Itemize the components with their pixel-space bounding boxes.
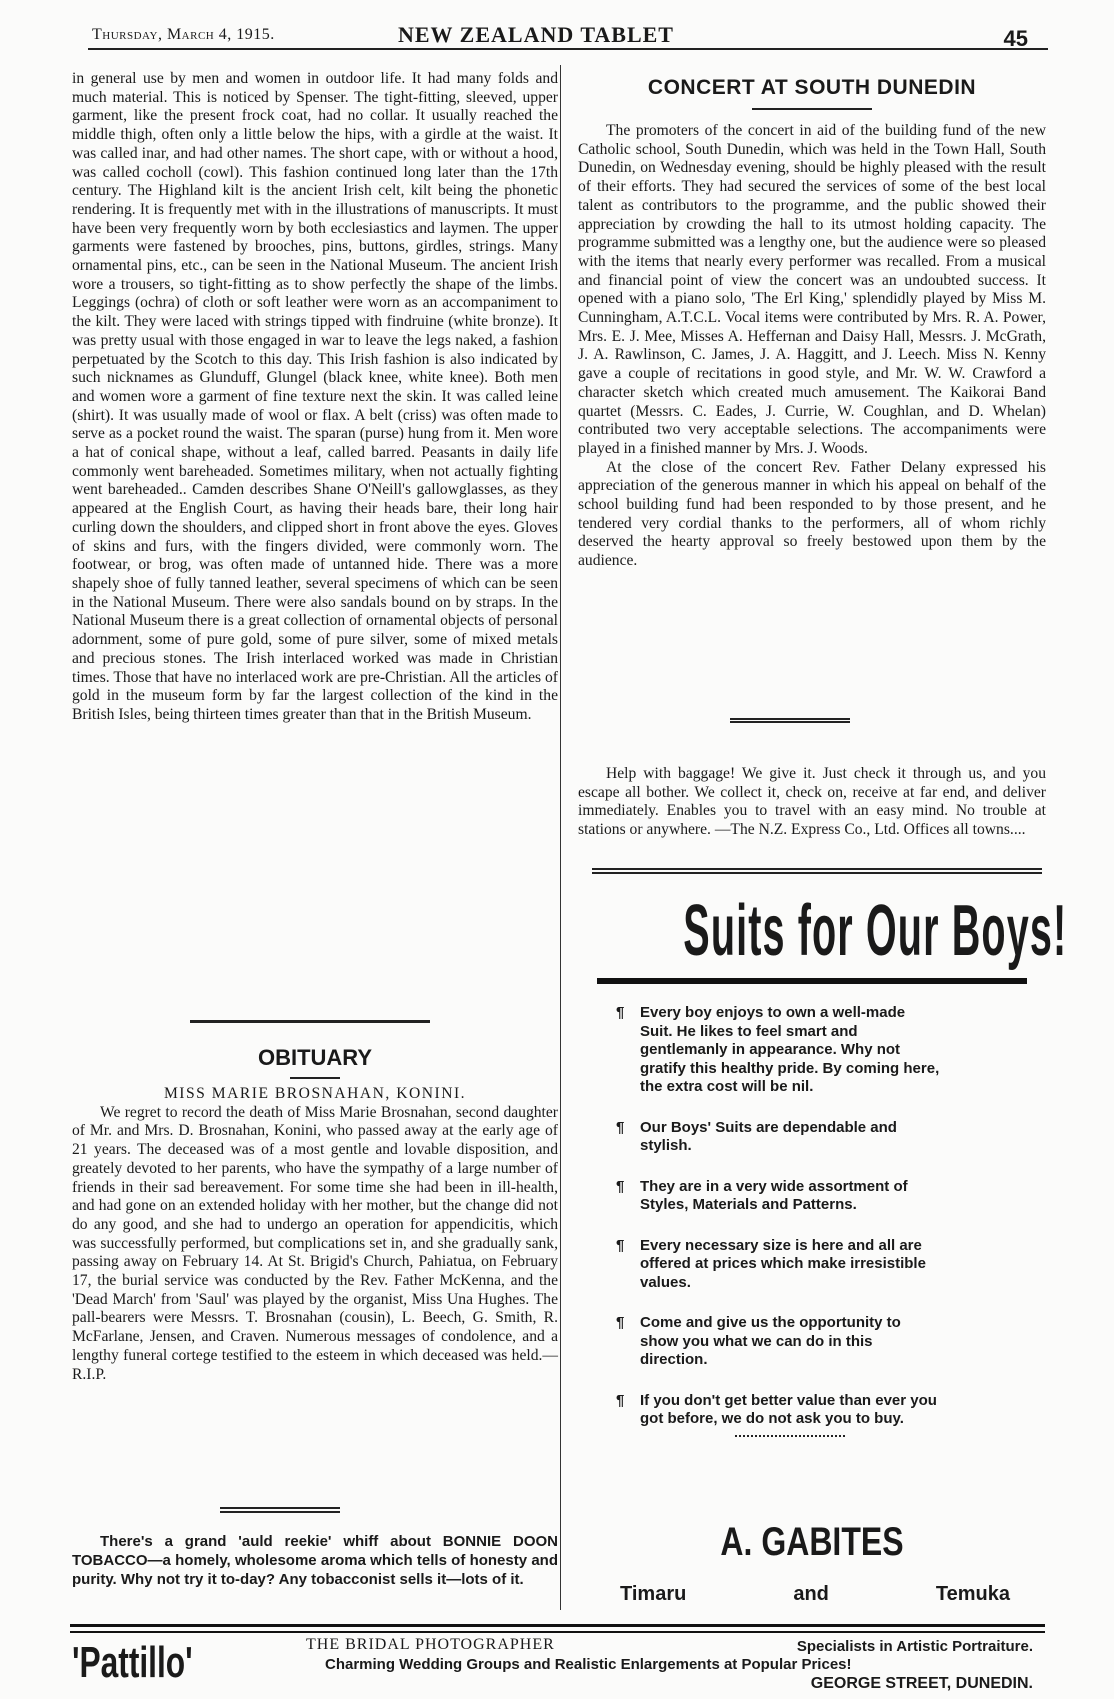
pilcrow-icon: ¶ [616,1236,625,1254]
ad-bullet: ¶ Our Boys' Suits are dependable and stylish. [616,1118,897,1154]
ad-bullet: ¶ Every necessary size is here and all are offered at prices which make irresistible values. [616,1236,926,1291]
concert-para-1: The promoters of the concert in aid of the building fund of the new Catholic school, South Dunedin, which was held in the Town Hall, South Dunedin, on Wednesday evening, should be highly pleased with the result of their efforts. They had secured the services of some of the best local talent as contributors to the programme, and the public showed their appreciation by crowding the hall to its utmost holding capacity. The programme submitted was a lengthy one, but the audience were so pleased with the items that nearly every performer was recalled. From a musical and financial point of view the concert was an undoubted success. It opened with a piano solo, 'The Erl King,' splendidly played by Miss M. Cunningham, A.T.C.L. Vocal items were contributed by Mrs. R. A. Power, Mrs. E. J. Mee, Misses A. Heffernan and Daisy Hall, Messrs. J. McGrath, J. A. Rawlinson, C. James, J. A. Haggitt, and J. Leech. Miss N. Kenny gave a couple of recitations in good style, and Mr. W. W. Crawford a character sketch which created much amusement. The Kaikorai Band quartet (Messrs. C. Eades, J. Currie, W. Coughlan, and D. Whelan) contributed two very acceptable selections. The accompaniments were played in a finished manner by Mrs. J. Woods. [578,122,1046,457]
suits-ad [578,890,1068,1451]
merchant-towns [620,1583,1010,1606]
publication-title: NEW ZEALAND TABLET [398,22,674,47]
concert-article [578,76,1046,571]
concert-heading: CONCERT AT SOUTH DUNEDIN [647,76,977,99]
pilcrow-icon: ¶ [616,1177,625,1195]
page-header [88,22,1048,50]
pattillo-address: GEORGE STREET, DUNEDIN. [810,1675,1033,1692]
page-number: 45 [1003,26,1028,51]
pilcrow-icon: ¶ [616,1391,625,1409]
tobacco-ad [72,1532,558,1589]
headline-rule [597,978,1027,984]
obituary-heading: OBITUARY [257,1045,373,1070]
ad-bullet: ¶ If you don't get better value than ever you got before, we do not ask you to buy. [616,1391,937,1427]
express-ad [578,765,1046,840]
tobacco-ad-text: There's a grand 'auld reekie' whiff about BONNIE DOON TOBACCO—a homely, wholesome aroma which tells of honesty and purity. Why not try it to-day? Any tobacconist sells it—lots of it. [72,1533,558,1588]
pattillo-line2: Charming Wedding Groups and Realistic Enlargements at Popular Prices! [325,1656,852,1673]
obituary [72,1045,558,1384]
pattillo-brand: 'Pattillo' [72,1638,193,1687]
pattillo-ad [70,1636,1045,1696]
heading-rule [290,1077,340,1079]
dress-article [72,70,558,725]
merchant-name: A. GABITES [720,1520,904,1564]
ad-bullet: ¶ Every boy enjoys to own a well-made Suit. He likes to feel smart and gentlemanly in appearance. Why not gratify this healthy pride. By coming here, the extra cost will be nil. [616,1004,940,1095]
express-ad-text: Help with baggage! We give it. Just check it through us, and you escape all bother. We collect it, check on, receive at far end, and deliver immediately. Enables you to travel with an easy mind. No trouble at stations or anywhere. —The N.Z. Express Co., Ltd. Offices all towns.... [578,765,1046,839]
divider [220,1507,340,1516]
pilcrow-icon: ¶ [616,1118,625,1136]
ad-bullet: ¶ Come and give us the opportunity to show you what we can do in this direction. [616,1314,901,1368]
pilcrow-icon: ¶ [616,1314,625,1331]
divider [190,1020,430,1023]
footer-rule [70,1624,1045,1633]
divider [592,868,1042,877]
obituary-body: We regret to record the death of Miss Marie Brosnahan, second daughter of Mr. and Mrs. D. Brosnahan, Konini, who passed away at the early age of 21 years. The deceased was of a most gentle and lovable disposition, and greately devoted to her parents, who have the sympathy of a large number of friends in their sad bereavement. For some time she had been in ill-health, and had gone on an extended holiday with her mother, but the change did not do any good, and she had to undergo an operation for appendicitis, which was successfully performed, but complications set in, and she gradually sank, passing away on February 14. At St. Brigid's Church, Pahiatua, on February 17, the burial service was conducted by the Rev. Father McKenna, and the 'Dead March' from 'Saul' was played by the organist, Miss Una Hughes. The pall-bearers were Messrs. T. Brosnahan (cousin), L. Beech, G. Smith, R. McFarlane, Jensen, and Craven. Numerous messages of condolence, and a lengthy funeral cortege testified to the esteem in which deceased was held.—R.I.P. [72,1103,558,1383]
divider [735,1435,845,1437]
town-temuka: Temuka [935,1583,1010,1605]
pattillo-specialty: Specialists in Artistic Portraiture. [796,1638,1033,1655]
ad-bullet: ¶ They are in a very wide assortment of Styles, Materials and Patterns. [616,1177,908,1213]
issue-date: Thursday, March 4, 1915. [92,26,275,43]
pilcrow-icon: ¶ [616,1004,625,1021]
town-and: and [793,1583,829,1605]
dress-article-text: in general use by men and women in outdoor life. It had many folds and much material. This is noticed by Spenser. The tight-fitting, sleeved, upper garment, like the present frock coat, had no collar. It usually reached the middle thigh, often only a little below the hips, with a girdle at the waist. It was called inar, and had other names. The short cape, with or without a hood, was called cocholl (cowl). This fashion continued long later than the 17th century. The Highland kilt is the ancient Irish celt, kilt being the phonetic rendering. It is frequently met with in the illustrations of manuscripts. It must have been very frequently worn by both ecclesiastics and laymen. The upper garments were fastened by brooches, pins, buttons, girdles, strings. Many ornamental pins, etc., can be seen in the National Museum. The ancient Irish wore a trousers, so tight-fitting as to show perfectly the shape of the limbs. Leggings (ochra) of cloth or soft leather were worn as an accompaniment to the kilt. They were laced with strings tipped with findruine (white bronze). It was pretty usual with those engaged in war to leave the legs naked, a fashion perpetuated by the Scotch to this day. This Irish fashion is also indicated by such nicknames as Glunduff, Glungel (black knee, white knee). Both men and women wore a garment of fine texture next the skin. It was called leine (shirt). It was usually made of wool or flax. A belt (criss) was often made to serve as a pocket round the waist. The sparan (purse) hung from it. Men wore a hat of conical shape, without a leaf, called barred. Peasants in daily life commonly went bareheaded. Sometimes military, when not actually fighting went bareheaded.. Camden describes Shane O'Neill's gallowglasses, as they appeared at the English Court, as having their heads bare, their long hair curling down the shoulders, and clipped short in front above the eyes. Gloves of skins and furs, with the fingers divided, were commonly worn. The footwear, or brog, was often made of untanned hide. There was a more shapely shoe of fully tanned leather, several specimens of which can be seen in the National Museum. There were also sandals bound on by straps. In the National Museum there is a great collection of ornamental objects of personal adornment, some of pure gold, some of pure silver, some of mixed metals and precious stones. The Irish interlaced worked was made in Christian times. Those that have no interlaced work are pre-Christian. All the articles of gold in the museum form by far the largest collection of the kind in the British Isles, being thirteen times greater than that in the British Museum. [72,70,558,723]
concert-para-2: At the close of the concert Rev. Father Delany expressed his appreciation of the generous manner in which his appeal on behalf of the school building fund had been responded to by those present, and he tendered very cordial thanks to the performers, all of whom richly deserved the hearty approval so freely bestowed upon them by the audience. [578,458,1046,570]
town-timaru: Timaru [620,1583,687,1605]
pattillo-tagline: THE BRIDAL PHOTOGRAPHER [306,1636,555,1653]
column-divider [560,65,561,1610]
obituary-subheading: MISS MARIE BROSNAHAN, KONINI. [163,1085,467,1102]
suits-headline: Suits for Our Boys! [683,891,1068,971]
ornament-rule [578,104,1046,114]
divider [730,718,850,726]
